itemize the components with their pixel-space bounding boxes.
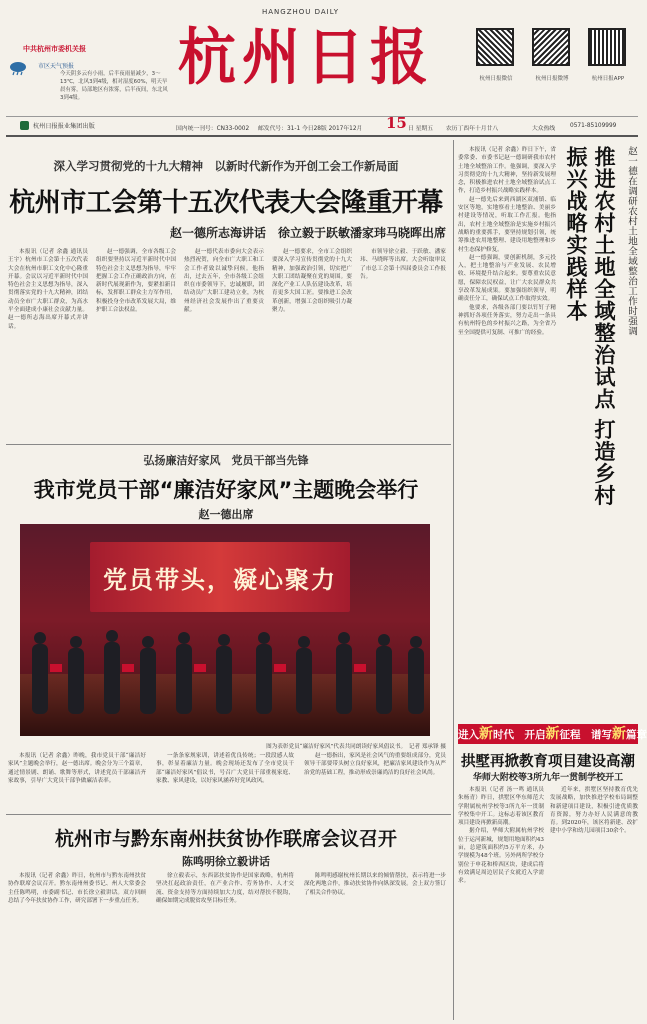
lead-col-3: [184, 248, 264, 440]
third-sub: 陈鸣明徐立毅讲话: [182, 855, 270, 868]
photo-caption: 图为表彰党员“廉洁好家风”代表共同朗读好家风倡议书。 记者 郑承锋 摄: [266, 744, 446, 750]
banner-part: 新: [479, 726, 493, 742]
edu-paragraph: 本报讯（记者 汤一鸣 通讯员 朱杨青）昨日，拱墅区华东师范大学附属杭州学校等3所九年一贯制学校集中开工。这标志着该区教育项目建设再掀新高潮。: [458, 787, 544, 827]
third-paragraph: 陈鸣明感谢杭州长期以来的倾情帮扶，表示将进一步深化两地合作，推动扶贫协作向纵深发展。会上双方签订了相关合作协议。: [304, 873, 446, 896]
weather-text: 今天阴多云有小雨，后半夜雨量减少，3～13℃，北风3到4级，相对湿度60%，明天早晨有雾，局部地区有浓雾，后半夜间，东北风3到4级。: [60, 71, 168, 101]
edu-headline: 拱墅再掀教育项目建设高潮: [461, 754, 635, 770]
qr-code-icon[interactable]: [476, 28, 514, 66]
edu-col-2: [550, 786, 638, 1018]
lead-paragraph: 本报讯（记者 余鑫 通讯员 王宇）杭州市工会第十五次代表大会在杭州市职工文化中心隆重开幕。会议以习近平新时代中国特色社会主义思想为指导，深入贯彻落实党的十九大精神，团结动员全市广大职工群众，为高水平全面建成小康社会贡献力量。赵一德所志海出席开幕式并讲话。: [8, 249, 88, 330]
qr-label: 杭州日报APP: [591, 76, 625, 82]
edu-col-1: [458, 786, 544, 1018]
right-text: [458, 146, 556, 712]
lead-kicker: 深入学习贯彻党的十九大精神 以新时代新作为开创工会工作新局面: [53, 159, 399, 173]
lead-paragraph: 赵一德代表市委向大会表示热烈祝贺，向全市广大职工和工会工作者致以诚挚问候。他指出，过去五年，全市各级工会组织在市委领导下，忠诚履职，团结动员广大职工建功立业，为杭州经济社会发展作出了重要贡献。: [184, 249, 264, 314]
lead-col-1: [8, 248, 88, 440]
right-paragraph: 他要求，各级各部门要以钉钉子精神抓好各项任务落实，努力走出一条具有杭州特色的乡村振兴之路，为全省乃至全国提供可复制、可推广的经验。: [458, 304, 556, 336]
infobar-date: 今日28版 2017年12月: [302, 126, 363, 132]
edu-paragraph: 近年来，拱墅区坚持教育优先发展战略，加快推进学校布局调整和新建项目建设，积极引进优质教育资源，努力办好人民满意的教育。到2020年，该区将新建、改扩建中小学和幼儿园项目30余个。: [550, 787, 638, 835]
infobar-lunar: 农历丁酉年十月廿八: [446, 126, 499, 132]
second-col-2: [156, 752, 294, 812]
infobar-hotline: 0571-85109999: [570, 123, 617, 129]
second-paragraph: 本报讯（记者 余鑫）昨晚，我市党员干部“廉洁好家风”主题晚会举行，赵一德出席。晚会分为三个篇章，通过情景剧、朗诵、歌舞等形式，讲述党员干部廉洁齐家故事，引导广大党员干部争做廉洁表率。: [8, 753, 146, 784]
qr-code-icon[interactable]: [588, 28, 626, 66]
infobar-day: 15: [386, 114, 407, 132]
qr-label: 杭州日报微博: [535, 76, 569, 82]
right-paragraph: 赵一德强调，要创新机制，多元投入，把土地整治与产业发展、农民增收、环境提升结合起来。要尊重农民意愿，保障农民权益，让广大农民群众共享改革发展成果。要加强组织领导，明确责任分工，确保试点工作取得实效。: [458, 254, 556, 303]
party-organ: 中共杭州市委机关报: [23, 45, 86, 53]
banner-part: 新: [612, 726, 626, 742]
third-col-2: [156, 872, 294, 1018]
third-headline: 杭州市与黔东南州扶贫协作联席会议召开: [54, 828, 397, 850]
theme-banner: [458, 724, 647, 744]
infobar-cn: 国内统一刊号：CN33-0002: [176, 126, 250, 132]
banner-part: 篇章: [626, 729, 647, 741]
qr-label: 杭州日报微信: [479, 76, 513, 82]
lead-col-4: [272, 248, 352, 440]
lead-col-5: [360, 248, 446, 440]
third-paragraph: 徐立毅表示，东西部扶贫协作是国家战略，杭州将坚决扛起政治责任，在产业合作、劳务协作、人才交流、资金支持等方面持续加大力度，结对帮扶不脱钩，确保如期完成脱贫攻坚目标任务。: [156, 873, 294, 904]
second-col-3: [304, 752, 446, 812]
daily-en: HANGZHOU DAILY: [262, 8, 339, 16]
lead-headline: 杭州市工会第十五次代表大会隆重开幕: [9, 188, 443, 218]
lead-paragraph: 赵一德强调，全市各级工会组织要坚持以习近平新时代中国特色社会主义思想为指导，牢牢把握工会工作正确政治方向，在新时代展现新作为，要紧扣新目标，发挥职工群众主力军作用，积极投身全市改革发展大局，维护职工合法权益。: [96, 249, 176, 314]
second-col-1: [8, 752, 146, 812]
banner-part: 时代 开启: [493, 729, 546, 741]
photo-screen-text: 党员带头，凝心聚力: [103, 566, 337, 594]
weather-icon: [8, 60, 28, 76]
infobar-weekday: 日 星期五: [408, 126, 434, 132]
qr-codes: [470, 28, 638, 100]
lead-sub: 赵一德所志海讲话 徐立毅于跃敏潘家玮马晓晖出席: [169, 226, 446, 240]
lead-col-2: [96, 248, 176, 440]
second-sub: 赵一德出席: [198, 508, 254, 521]
infobar-post: 邮发代号：31-1: [258, 126, 301, 132]
lead-paragraph: 赵一德要求，全市工会组织要深入学习宣传贯彻党的十九大精神，加强政治引领，切实把广大职工团结凝聚在党的周围。要深化产业工人队伍建设改革，培育更多大国工匠。要推进工会改革创新，增强工会组织吸引力凝聚力。: [272, 249, 352, 314]
group-logo-icon: [20, 121, 29, 130]
gala-photo: [20, 524, 430, 736]
weather-title: 市区天气预报: [38, 63, 75, 70]
edu-sub: 华师大附校等3所九年一贯制学校开工: [472, 773, 624, 783]
banner-part: 新: [545, 726, 560, 742]
masthead-logo: 杭州日报: [178, 21, 435, 93]
banner-part: 进入: [458, 729, 479, 741]
second-kicker: 弘扬廉洁好家风 党员干部当先锋: [143, 454, 309, 467]
lead-paragraph: 市领导徐立毅、于跃敏、潘家玮、马晓晖等出席。大会听取审议了市总工会第十四届委员会工作报告。: [360, 249, 446, 280]
right-vertical-headline: 推进农村土地全域整治试点 打造乡村振兴战略实践样本: [564, 146, 616, 507]
third-paragraph: 本报讯（记者 余鑫）昨日，杭州市与黔东南州扶贫协作联席会议召开。黔东南州州委书记、州人大常委会主任陈鸣明，市委副书记、市长徐立毅讲话。双方回顾总结了今年扶贫协作工作，研究部署下一步重点任务。: [8, 873, 146, 904]
group-info: 杭州日报报业集团出版: [33, 123, 95, 130]
infobar-hotline-label: 大众热线: [532, 126, 556, 132]
second-headline: 我市党员干部“廉洁好家风”主题晚会举行: [33, 478, 419, 502]
banner-part: 征程 谱写: [559, 729, 612, 741]
second-paragraph: 一条条家规家训，讲述着优良传统；一段段感人故事，彰显着廉洁力量。晚会现场还发布了全市党员干部“廉洁好家风”倡议书，号召广大党员干部重视家庭、家教、家风建设，以好家风涵养好党风政风。: [156, 753, 294, 784]
right-paragraph: 本报讯（记者 余鑫）昨日下午，省委常委、市委书记赵一德调研我市农村土地全域整治工作。他强调，要深入学习贯彻党的十九大精神，坚持新发展理念，积极推进农村土地全域整治试点工作，打造乡村振兴战略实践样本。: [458, 147, 556, 195]
qr-code-icon[interactable]: [532, 28, 570, 66]
right-vertical-sub: 赵一德在调研农村土地全域整治工作时强调: [626, 146, 637, 336]
right-paragraph: 赵一德先后来到西湖区双浦镇、临安区等地，实地察看土地整治、美丽乡村建设等情况，听取工作汇报。他指出，农村土地全域整治是实施乡村振兴战略的重要抓手，要坚持规划引领，统筹推进农用地整理、建设用地整理和乡村生态保护修复。: [458, 196, 556, 253]
third-col-3: [304, 872, 446, 1018]
edu-paragraph: 据介绍，华师大附属杭州学校位于运河新城，规划用地面积约43亩，总建筑面积约5万平方米，办学规模为48个班。另外两所学校分别位于申花和桥西区块，建成后将有效满足周边居民子女就近入学需求。: [458, 828, 544, 885]
third-col-1: [8, 872, 146, 1018]
second-paragraph: 赵一德指出，家风是社会风气的重要组成部分，党员领导干部要带头树立良好家风，把廉洁家风建设作为从严治党的基础工程，推动形成崇廉尚洁的良好社会风尚。: [304, 753, 446, 776]
